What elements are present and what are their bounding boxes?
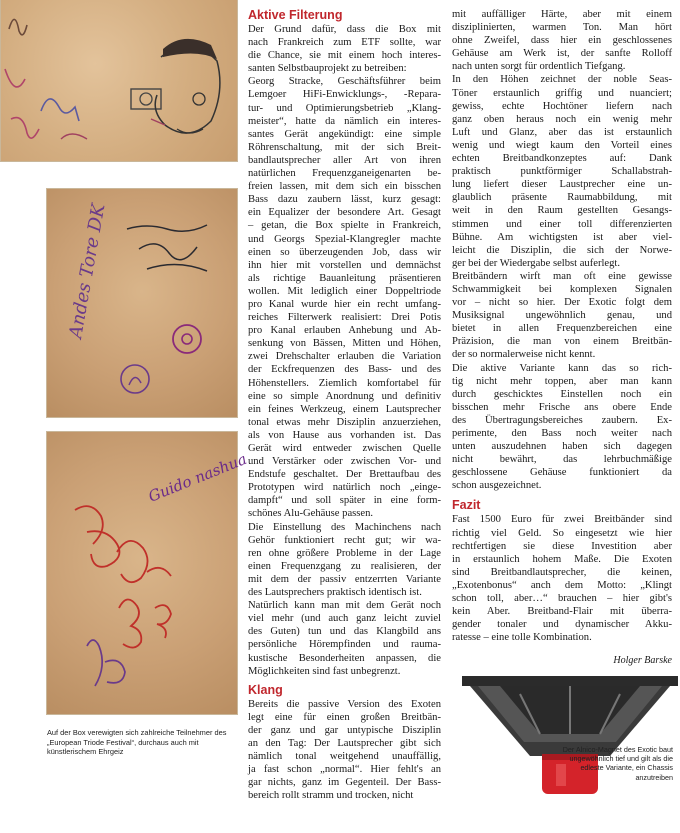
text-line: pro Kanal erlauben Anhebung und Ab- (248, 325, 441, 337)
text-line: in erstaunlich hohem Maße. Die Exoten (452, 553, 672, 565)
heading-aktive-filterung: Aktive Filterung (248, 8, 343, 22)
text-line: In den Höhen zeichnet der noble Seas- (452, 74, 672, 86)
text-line: gender tonaler und dynamischer Akku- (452, 619, 672, 631)
text-line: Möglichkeiten sind fast unbegrenzt. (248, 665, 401, 677)
text-line: glaublich präsente Raumabbildung, mit (452, 192, 672, 204)
text-line: des Übertragungsbereiches zaubern. Ex- (452, 414, 672, 426)
signature-sketch-drawing (1, 0, 237, 161)
text-line: ein Equalizer der besondere Art. Gesagt (248, 207, 441, 219)
text-line: legt eine für einen großen Breitbän- (248, 711, 441, 723)
text-line: senkung von Bässen, Mitten und Höhen, (248, 338, 441, 350)
text-line: Der Grund dafür, dass die Box mit (248, 24, 441, 35)
text-line: Natürlich kann man mit dem Gerät noch (248, 600, 441, 612)
text-line: santes Gerät angekündigt: eine simple (248, 128, 441, 140)
text-line: bietet in allen Frequenzbereichen eine (452, 323, 672, 335)
text-line: santen Selbstbauprojekt zu betreiben: (248, 63, 407, 75)
text-line: tonal etwas mehr Disziplin anzuerziehen, (248, 416, 441, 428)
text-line: ohne Zweifel, dass hier ein geschlossenes (452, 35, 672, 47)
text-line: Höhenstellers. Ziemlich komfortabel für (248, 377, 441, 389)
text-line: schon toll, aber…“ brauchen – hier gibt's (452, 593, 672, 605)
photo-caption: Auf der Box verewigten sich zahlreiche Teilnehmer des „European Triode Festival“, durchaus auch mit künstlerischem Ehrgeiz (47, 728, 227, 757)
text-line: an den Tag: Der Lautsprecher gibt sich (248, 737, 441, 749)
text-line: ger bei der Wiedergabe selbst auferlegt. (452, 257, 621, 269)
text-line: und Verstärker oder zwischen Vor- und (248, 456, 441, 468)
text-line: Präzision, die man von einem Breitbän- (452, 336, 672, 348)
text-line: „Exotenbonus“ anch dem Motto: „Klingt (452, 579, 672, 591)
text-line: der so normalerweise nicht kennt. (452, 349, 596, 361)
text-line: zwei Drehschalter erlauben die Variation (248, 351, 441, 363)
text-line: eine so simple Anordnung und definitiv (248, 390, 441, 402)
text-line: tig nicht mehr toppen, aber man kann (452, 375, 672, 387)
klang-body-part-1 (248, 698, 441, 803)
text-line: bereich rollt stramm und trocken, nicht (248, 790, 414, 802)
text-line: Bereits die passive Version des Exoten (248, 698, 441, 710)
text-line: weit in den Raum gestellten Gesangs- (452, 205, 672, 217)
photo-signatures-bottom (46, 431, 250, 715)
text-line: gar nichts, ganz im Gegenteil. Der Bass- (248, 777, 441, 789)
text-line: Töner erstaunlich griffig und nuanciert; (452, 87, 672, 99)
heading-fazit: Fazit (452, 498, 481, 513)
text-line: dampft“ und soll später in eine form- (248, 495, 441, 507)
text-line: Breitbändern wirft man oft eine gewisse (452, 270, 672, 282)
text-line: ihn hier mit vorstellen und demnächst (248, 259, 441, 271)
text-column-2 (452, 8, 672, 668)
text-line: bisschen mehr Frische ans obere Ende (452, 401, 672, 413)
signature-panel-drawing-2 (47, 432, 250, 714)
text-line: Fast 1500 Euro für zwei Breitbänder sind (452, 514, 672, 526)
text-line: ratesse – eine tolle Kombination. (452, 632, 592, 644)
text-line: der Eckfrequenzen des Bass- und des (248, 364, 441, 376)
text-line: durch geschicktes Einstellen noch ein (452, 388, 672, 400)
heading-klang: Klang (248, 682, 283, 697)
text-line: Luft und Glanz, aber das ist erstaunlich (452, 126, 672, 138)
text-line: des Lautsprechers praktisch identisch ist. (248, 587, 422, 599)
text-line: perimente, den Bass noch weiter nach (452, 428, 672, 439)
text-line: Prototypen wird natürlich noch „einge- (248, 482, 441, 494)
text-line: Gehäuse am Werk ist, der sanfte Rolloff (452, 48, 672, 60)
text-line: Röhrenschaltung, mit der sich Breit- (248, 141, 441, 153)
text-line: und Georgs Spezial-Klangregler machte (248, 233, 441, 245)
text-line: ja fast schon „normal“. Hier fehlt's an (248, 764, 441, 776)
text-line: kein Aber. Breitband-Flair mit überra- (452, 606, 672, 618)
text-line: Georg Stracke, Geschäftsführer beim (248, 76, 441, 88)
text-line: Endstufe geschaltet. Der Brettaufbau des (248, 469, 441, 481)
text-line: ein feines Werkzeug, einem Lautsprecher (248, 403, 441, 415)
text-line: Bass dazu zaubern lässt, kurz gesagt: (248, 194, 441, 206)
text-line: kustische Besonderheiten anpassen, die (248, 652, 441, 664)
text-line: einen Frequenzgang zu realisieren, der (248, 560, 441, 572)
text-line: Bühne. Am wichtigsten ist aber viel- (452, 231, 672, 243)
text-line: pro Kanal wurde hier ein recht umfang- (248, 298, 441, 310)
text-line: schönes Alu-Gehäuse passen. (248, 508, 374, 520)
text-line: rechtfertigen sie diese Investition aber (452, 540, 672, 552)
text-line: einen so überzeugenden Job, dass wir (248, 246, 441, 258)
text-line: leicht die Disziplin, die sich der Norwe- (452, 244, 672, 256)
text-line: richtig viel Geld. So eingesetzt wie hier (452, 527, 672, 539)
text-line: als von Hause aus vorhanden ist. Das (248, 429, 441, 441)
text-line: als richtige Bauanleitung präsentieren (248, 272, 441, 284)
text-line: nämlich tonal weitgehend unauffällig, (248, 751, 441, 763)
text-line: bandlautsprecher aller Art von ihren (248, 154, 441, 166)
text-line: geschlossene Gehäuse funktioniert da (452, 467, 672, 479)
text-line: Gerät wird entweder zwischen Quelle (248, 443, 441, 454)
text-line: schon ausgezeichnet. (452, 480, 542, 492)
klang-body-part-2 (452, 8, 672, 492)
text-line: wenig und wiegt kaum den Vorteil eines (452, 139, 672, 151)
text-line: natürlichen Frequenzganeigenarten be- (248, 168, 441, 180)
text-line: ren ohne größere Probleme in der Lage (248, 547, 441, 559)
text-line: unten auszudehnen haben sich dagegen (452, 441, 672, 453)
text-line: praktisch punktförmiger Schallabstrah- (452, 166, 672, 178)
text-line: meister“, hatte da nämlich ein interes- (248, 115, 441, 127)
signature-panel-drawing (47, 189, 237, 417)
text-line: wollen. Mit lediglich einer Doppeltriode (248, 285, 441, 297)
text-line: Gehör funktioniert recht gut; wir wa- (248, 534, 441, 546)
text-line: tur- und Optimierungsbetrieb „Klang- (248, 102, 441, 114)
text-line: disziplinierten, warmen Ton. Man hört (452, 22, 672, 34)
text-line: stimmen und einer toll differenzierten (452, 218, 672, 230)
text-line: die Chance, sie mit einem hoch interes- (248, 50, 441, 62)
text-line: viel mehr (und auch ganz leicht zuviel (248, 613, 441, 625)
text-line: nach unten sorgt für ordentlich Tiefgang. (452, 61, 626, 73)
photo-signatures-middle (46, 188, 238, 418)
text-line: lung liefert dieser Laustprecher eine un- (452, 179, 672, 191)
text-line: des Guten) tun und das Klangbild ans (248, 626, 441, 638)
text-column-1 (248, 8, 441, 802)
text-line: Die aktive Variante kann das so rich- (452, 362, 672, 374)
text-line: mit auffälliger Härte, aber mit einem (452, 9, 672, 20)
text-line: persönliche Hörempfinden und rauma- (248, 639, 441, 651)
photo-signatures-top (0, 0, 238, 162)
text-line: reiches Filterwerk realisiert: Drei Potis (248, 312, 441, 324)
text-line: vor – nicht so hier. Der Exotic folgt dem (452, 297, 672, 309)
text-line: ganz oben heraus noch ein wenig mehr (452, 113, 672, 125)
aktive-filterung-body (248, 23, 441, 678)
text-line: der ganz und gar untypische Disziplin (248, 724, 441, 736)
text-line: Musiksignal ungewöhnlich genau, und (452, 310, 672, 322)
signature-guido-nashua: Guido nashua (145, 449, 250, 506)
text-line: mit dem der passiv entzerrten Variante (248, 573, 441, 585)
speaker-drawing (460, 664, 680, 814)
text-line: sind Breitbandlautsprecher, die keinen, (452, 566, 672, 578)
speaker-caption: Der Alnico-Magnet des Exotic baut ungewöhnlich tief und gilt als die edleste Variante, ein Chassis anzutreiben (562, 745, 673, 782)
text-line: freien lassen, mit dem sich ein bisschen (248, 181, 441, 193)
text-line: – getan, die Box spielte in Frankreich, (248, 220, 441, 232)
text-line: Schwammigkeit bei komplexen Signalen (452, 283, 672, 295)
text-line: echten Breitbandkonzeptes auf: Dank (452, 153, 672, 165)
text-line: Die Einstellung des Machinchens nach (248, 521, 441, 533)
fazit-body (452, 513, 672, 644)
speaker-photo (460, 664, 680, 814)
signature-andes-tore: Andes Tore DK (65, 202, 110, 340)
text-line: Lemgoer HiFi-Enwicklungs-, -Repara- (248, 89, 441, 101)
text-line: nach Frankreich zum ETF sollte, war (248, 37, 441, 49)
text-line: nicht bewährt, das lehrbuchmäßige (452, 454, 672, 466)
author-name: Holger Barske (613, 655, 672, 667)
text-line: gewiss, echte Hochtöner liefern nach (452, 100, 672, 112)
